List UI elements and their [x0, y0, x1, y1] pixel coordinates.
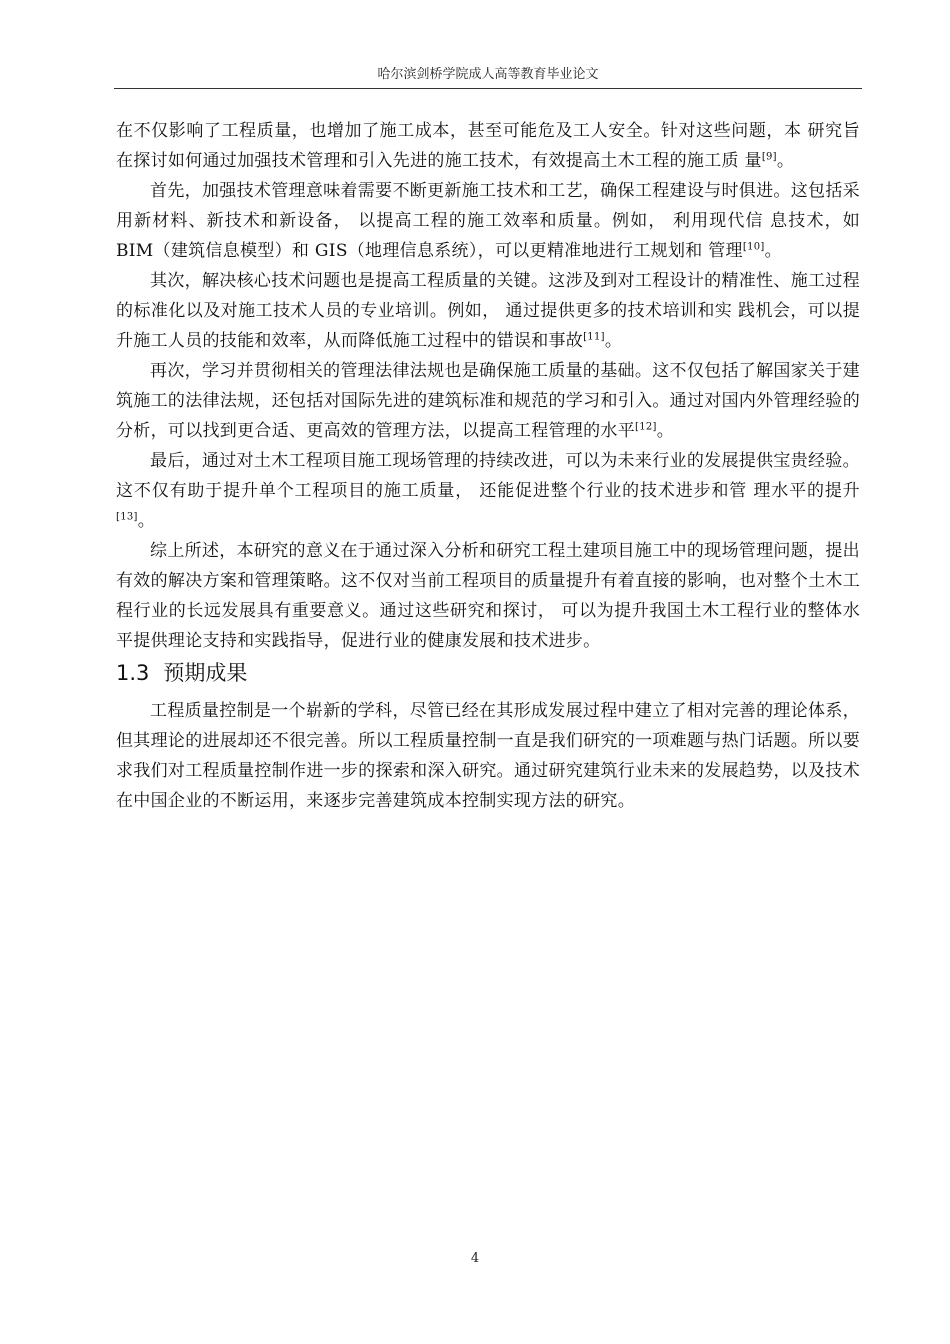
paragraph-end: 。 — [776, 151, 795, 171]
page-number: 4 — [470, 1251, 480, 1266]
paragraph-end: 。 — [604, 331, 623, 351]
paragraph-text: 其次，解决核心技术问题也是提高工程质量的关键。这涉及到对工程设计的精准性、施工过程的标准化以及对施工技术人员的专业培训。例如， 通过提供更多的技术培训和实 践机会，可以提升施工人员的技能和效率，从而降低施工过程中的错误和事故 — [116, 271, 860, 351]
section-number: 1.3 — [116, 661, 150, 685]
citation-mark: [13] — [116, 511, 138, 523]
paragraph-finally — [116, 446, 860, 536]
citation-mark: [11] — [583, 331, 605, 343]
paragraph-text: 工程质量控制是一个崭新的学科，尽管已经在其形成发展过程中建立了相对完善的理论体系，但其理论的进展却还不很完善。所以工程质量控制一直是我们研究的一项难题与热门话题。所以要求我们对工程质量控制作进一步的探索和深入研究。通过研究建筑行业未来的发展趋势，以及技术在中国企业的不断运用，来逐步完善建筑成本控制实现方法的研究。 — [116, 701, 860, 811]
paragraph-end: 。 — [764, 241, 782, 261]
paragraph-text: 最后，通过对土木工程项目施工现场管理的持续改进，可以为未来行业的发展提供宝贵经验。这不仅有助于提升单个工程项目的施工质量， 还能促进整个行业的技术进步和管 理水平的提升 — [116, 451, 860, 501]
paragraph-text: 在不仅影响了工程质量，也增加了施工成本，甚至可能危及工人安全。针对这些问题，本 研究旨在探讨如何通过加强技术管理和引入先进的施工技术，有效提高土木工程的施工质 量 — [116, 121, 860, 171]
header-divider — [114, 88, 862, 89]
citation-mark: [9] — [761, 151, 777, 163]
paragraph-second — [116, 266, 860, 356]
paragraph-first — [116, 176, 860, 266]
paragraph-text: 首先，加强技术管理意味着需要不断更新施工技术和工艺，确保工程建设与时俱进。这包括采用新材料、新技术和新设备， 以提高工程的施工效率和质量。例如， 利用现代信 息技术，如 BIM（建筑信息模型）和 GIS（地理信息系统），可以更精准地进行工规划和 管理 — [116, 181, 860, 261]
paragraph-summary — [116, 536, 860, 656]
paragraph-continuation — [116, 116, 860, 176]
section-title: 预期成果 — [163, 661, 248, 685]
document-body — [116, 116, 860, 816]
section-heading — [116, 656, 860, 690]
paragraph-third — [116, 356, 860, 446]
paragraph-text: 综上所述，本研究的意义在于通过深入分析和研究工程土建项目施工中的现场管理问题，提出有效的解决方案和管理策略。这不仅对当前工程项目的质量提升有着直接的影响，也对整个土木工程行业的长远发展具有重要意义。通过这些研究和探讨， 可以为提升我国土木工程行业的整体水平提供理论支持和实践指导，促进行业的健康发展和技术进步。 — [116, 541, 860, 651]
paragraph-end: 。 — [137, 511, 156, 531]
citation-mark: [10] — [742, 241, 765, 253]
paragraph-text: 再次，学习并贯彻相关的管理法律法规也是确保施工质量的基础。这不仅包括了解国家关于建筑施工的法律法规，还包括对国际先进的建筑标准和规范的学习和引入。通过对国内外管理经验的分析，可以找到更合适、更高效的管理方法，以提高工程管理的水平 — [116, 361, 860, 441]
citation-mark: [12] — [635, 421, 657, 433]
running-header: 哈尔滨剑桥学院成人高等教育毕业论文 — [377, 67, 599, 82]
paragraph-end: 。 — [656, 421, 675, 441]
section-paragraph — [116, 696, 860, 816]
